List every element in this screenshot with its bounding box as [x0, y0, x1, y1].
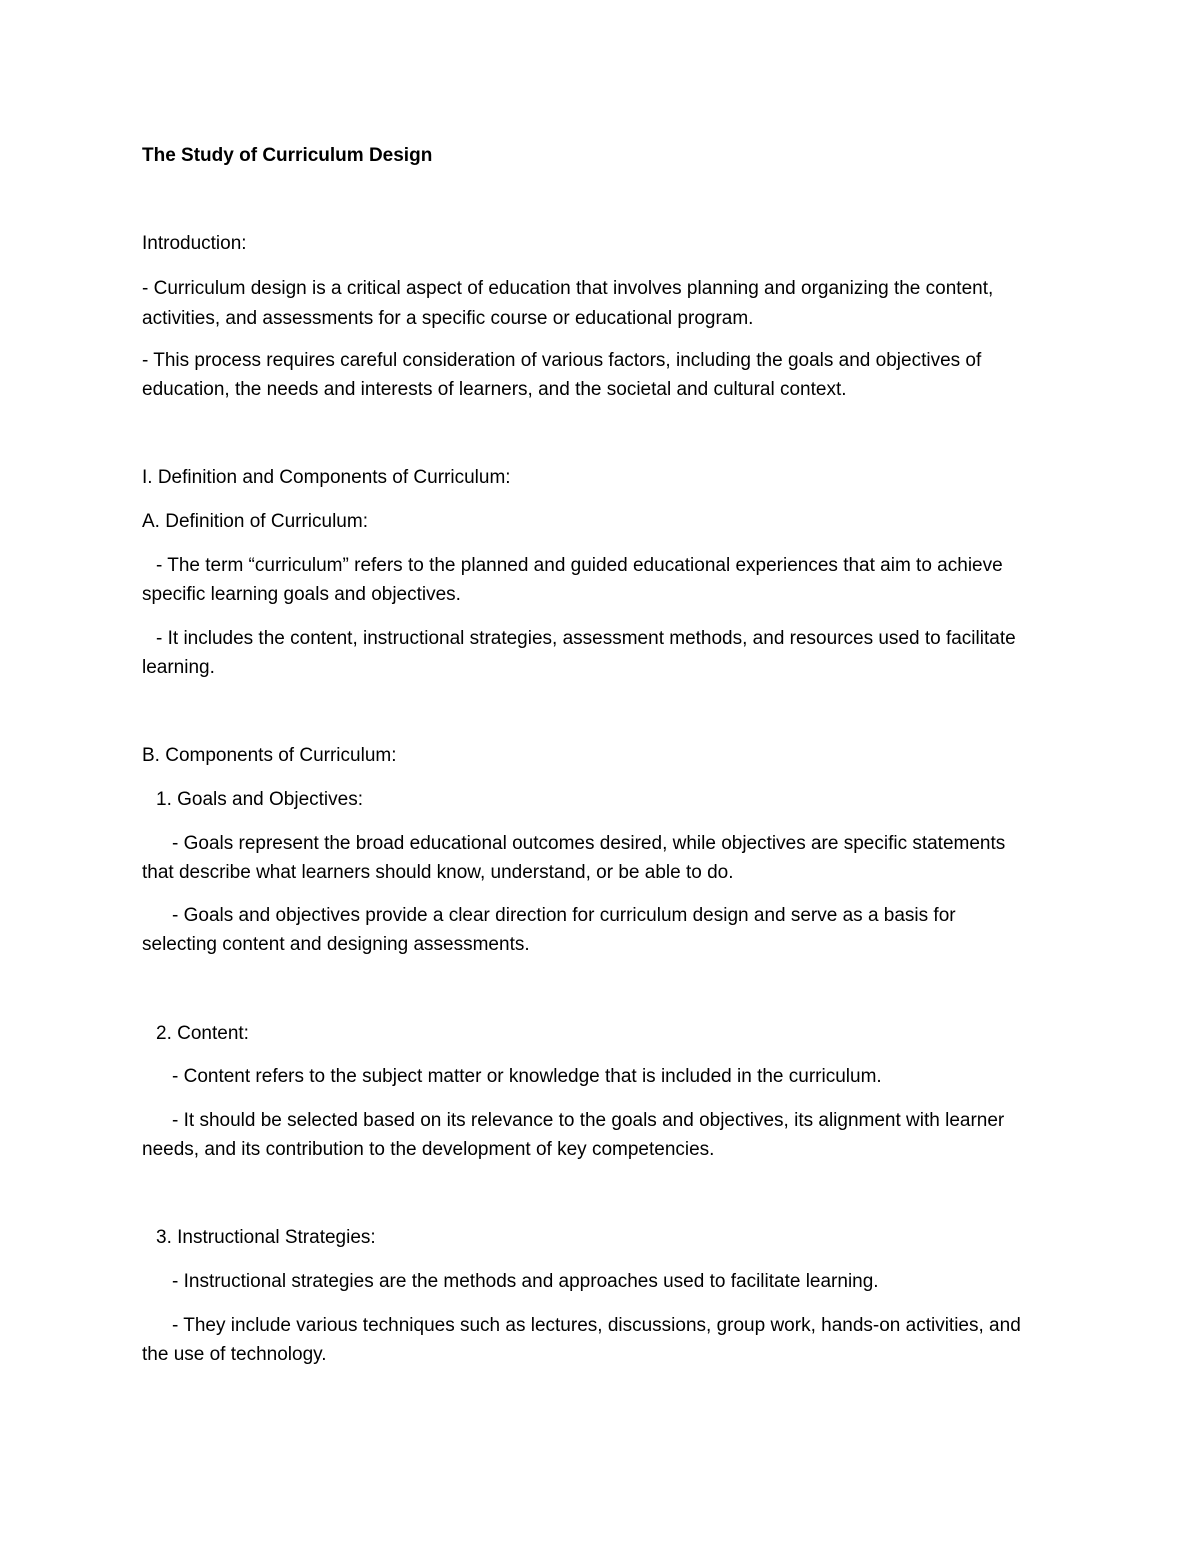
- item-1-bullet-1-line-1: - Goals represent the broad educational outcomes desired, while objectives are specific statements: [172, 833, 1006, 854]
- item-1-heading: 1. Goals and Objectives:: [156, 789, 363, 810]
- intro-bullet-2-line-2: education, the needs and interests of learners, and the societal and cultural context.: [142, 379, 847, 400]
- item-1-bullet-2-line-1: - Goals and objectives provide a clear direction for curriculum design and serve as a basis for: [172, 905, 956, 926]
- item-1-bullet-2-line-2: selecting content and designing assessments.: [142, 934, 530, 955]
- subsection-a-bullet-1-line-1: - The term “curriculum” refers to the planned and guided educational experiences that aim to achieve: [156, 555, 1003, 576]
- section-1-heading: I. Definition and Components of Curriculum:: [142, 467, 511, 488]
- subsection-a-bullet-1-line-2: specific learning goals and objectives.: [142, 584, 461, 605]
- subsection-a-bullet-2-line-2: learning.: [142, 657, 215, 678]
- subsection-a-heading: A. Definition of Curriculum:: [142, 511, 368, 532]
- intro-bullet-1-line-2: activities, and assessments for a specific course or educational program.: [142, 308, 754, 329]
- item-3-bullet-2-line-2: the use of technology.: [142, 1344, 327, 1365]
- item-3-bullet-1-line-1: - Instructional strategies are the methods and approaches used to facilitate learning.: [172, 1271, 879, 1292]
- item-1-bullet-1-line-2: that describe what learners should know, understand, or be able to do.: [142, 862, 734, 883]
- item-2-heading: 2. Content:: [156, 1023, 249, 1044]
- intro-heading: Introduction:: [142, 233, 247, 254]
- intro-bullet-2-line-1: - This process requires careful consideration of various factors, including the goals and objectives of: [142, 350, 982, 371]
- item-2-bullet-1-line-1: - Content refers to the subject matter or knowledge that is included in the curriculum.: [172, 1066, 882, 1087]
- document-title: The Study of Curriculum Design: [142, 145, 433, 166]
- item-2-bullet-2-line-1: - It should be selected based on its relevance to the goals and objectives, its alignment with learner: [172, 1110, 1005, 1131]
- item-2-bullet-2-line-2: needs, and its contribution to the development of key competencies.: [142, 1139, 715, 1160]
- item-3-bullet-2-line-1: - They include various techniques such as lectures, discussions, group work, hands-on activities, and: [172, 1315, 1021, 1336]
- subsection-a-bullet-2-line-1: - It includes the content, instructional strategies, assessment methods, and resources used to facilitate: [156, 628, 1016, 649]
- intro-bullet-1-line-1: - Curriculum design is a critical aspect of education that involves planning and organizing the content,: [142, 278, 994, 299]
- subsection-b-heading: B. Components of Curriculum:: [142, 745, 397, 766]
- item-3-heading: 3. Instructional Strategies:: [156, 1227, 376, 1248]
